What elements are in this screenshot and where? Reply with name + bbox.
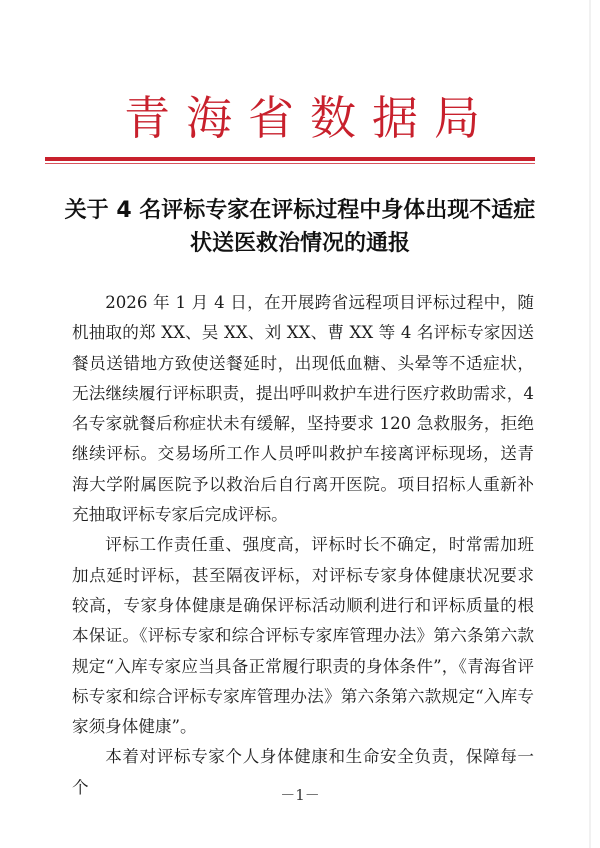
paragraph-responsibility: 本着对评标专家个人身体健康和生命安全负责，保障每一个 [72, 747, 534, 797]
document-body [72, 288, 534, 803]
paragraph-regulations: 评标工作责任重、强度高，评标时长不确定，时常需加班加点延时评标，甚至隔夜评标，对评标专家身体健康状况要求较高，专家身体健康是确保评标活动顺利进行和评标质量的根本保证。《评标专家和综合评标专家库管理办法》第六条第六款规定“入库专家应当具备正常履行职责的身体条件”，《青海省评标专家和综合评标专家库管理办法》第六条第六款规定“入库专家须身体健康”。 [72, 535, 534, 737]
document-title: 关于 4 名评标专家在评标过程中身体出现不适症状送医救治情况的通报 [64, 198, 536, 256]
issuer-masthead: 青海省数据局 [124, 91, 496, 145]
red-rule-thin [45, 163, 535, 164]
red-rule-thick [45, 157, 535, 161]
page-number: －1－ [280, 786, 320, 804]
paragraph-incident: 2026 年 1 月 4 日，在开展跨省远程项目评标过程中，随机抽取的郑 XX、吴 XX、刘 XX、曹 XX 等 4 名评标专家因送餐员送错地方致使送餐延时，出现低血糖、头晕等不适症状，无法继续履行评标职责，提出呼叫救护车进行医疗救助需求，4 名专家就餐后称症状未有缓解，坚持要求 120 急救服务，拒绝继续评标。交易场所工作人员呼叫救护车接离评标现场，送青海大学附属医院予以救治后自行离开医院。项目招标人重新补充抽取评标专家后完成评标。 [72, 293, 534, 525]
